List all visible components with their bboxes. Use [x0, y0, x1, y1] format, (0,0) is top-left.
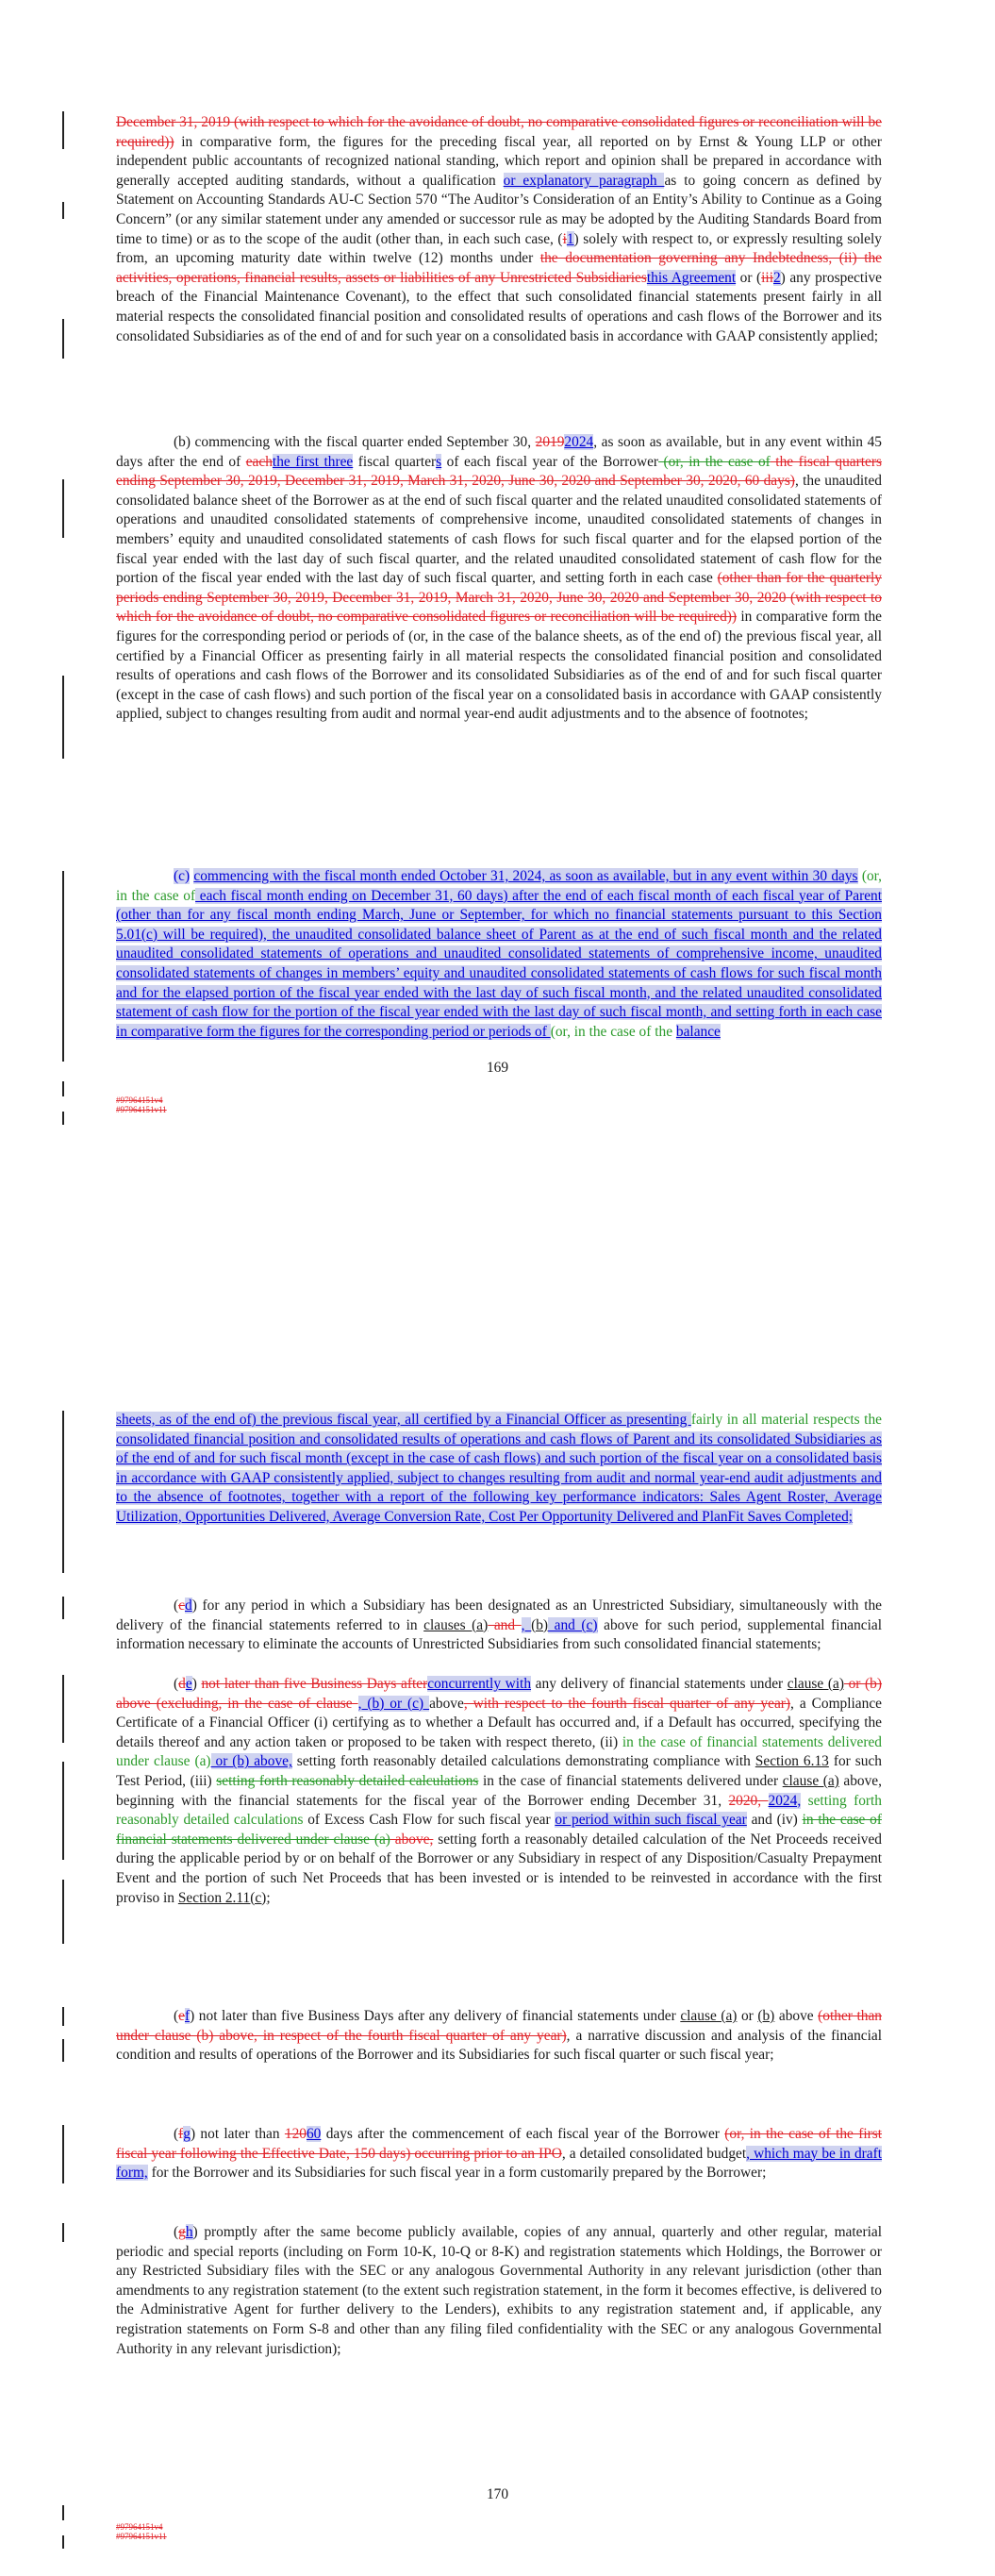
para-a-continuation — [116, 113, 882, 346]
inserted-text: 2024 — [564, 434, 594, 450]
body-text: ) for any period in which a Subsidiary has been designated as an Unrestricted Subsidiary, simultaneously with the delivery of the financial statements referred to in — [116, 1597, 882, 1633]
body-text: setting forth reasonably detailed calculations demonstrating compliance with — [291, 1753, 755, 1770]
doc-id-new: #97964151v11 — [116, 2532, 167, 2541]
page-number: 170 — [486, 2486, 509, 2502]
inserted-text: concurrently with — [427, 1676, 532, 1692]
change-bar — [62, 1880, 64, 1944]
inserted-text: commencing with the fiscal month ended October 31, 2024, as soon as available, but in any event within 30 days — [193, 868, 858, 884]
inserted-text: s — [436, 453, 442, 470]
moved-text: (or, in the case of — [116, 868, 882, 904]
body-text: for the Borrower and its Subsidiaries for such fiscal year in a form customarily prepared by the Borrower; — [147, 2165, 767, 2182]
change-bar — [62, 2535, 64, 2549]
inserted-text: g — [183, 2126, 191, 2142]
body-text: setting forth a reasonably detailed calculation of the Net Proceeds received during the applicable period by or on behalf of the Borrower or any Subsidiary in respect of any Disposition/Casualty Prepayment Event and the portion of such Net Proceeds that has been invested or is intended to be reinvested in accordance with the first proviso in — [116, 1831, 882, 1906]
change-bar — [62, 1675, 64, 1743]
change-bar — [62, 111, 64, 149]
deleted-text: and — [488, 1616, 522, 1633]
inserted-text: d — [184, 1597, 192, 1614]
body-text: or ( — [736, 269, 762, 286]
body-text: ( — [174, 1676, 179, 1692]
doc-id-old: #97964151v4 — [116, 2522, 163, 2532]
moved-text: setting forth reasonably detailed calculations — [116, 1792, 882, 1829]
change-bar — [62, 2125, 64, 2183]
deleted-text: each — [245, 453, 273, 470]
underlined-reference: Section 2.11(c) — [177, 1889, 267, 1906]
inserted-text: f — [184, 2008, 191, 2024]
deleted-text: or (b) above (excluding, in the case of clause — [116, 1676, 883, 1712]
body-text: (b) commencing with the fiscal quarter ended September 30, — [174, 434, 536, 450]
para-g — [116, 2125, 882, 2183]
moved-text: in the case of financial statements delivered under clause (a) — [116, 1733, 882, 1770]
doc-id-old: #97964151v4 — [116, 1096, 163, 1105]
deleted-text: the documentation governing any Indebtedness, (ii) the activities, operations, financial results, assets or liabilities of any Unrestricted Subsidiaries — [116, 250, 882, 286]
body-text: any delivery of financial statements under — [531, 1676, 788, 1692]
para-f — [116, 2007, 882, 2066]
body-text: , a narrative discussion and analysis of the financial condition and results of operations of the Borrower and its Subsidiaries for such fiscal quarter or such fiscal year; — [116, 2027, 882, 2064]
body-text: ; — [266, 1889, 271, 1906]
deleted-text: (other than for the quarterly periods ending September 30, 2019, December 31, 2019, March 31, 2020, June 30, 2020 and September 30, 2020 (with respect to which for the avoidance of doubt, no comparative consolidated figures or reconciliation will be required)) — [116, 570, 882, 626]
moved-text: fairly in all material respects the — [690, 1412, 882, 1428]
underlined-reference: (b) — [531, 1616, 549, 1633]
para-d — [116, 1597, 882, 1655]
deleted-text: 2019 — [535, 434, 565, 450]
deleted-text: d — [178, 1676, 186, 1692]
body-text: ) not later than — [190, 2126, 285, 2142]
underlined-reference: clause (a) — [680, 2008, 738, 2024]
inserted-text: or period within such fiscal year — [555, 1812, 747, 1829]
para-e — [116, 1675, 882, 1908]
body-text: of each fiscal year of the Borrower — [441, 453, 659, 470]
body-text: ) not later than five Business Days after any delivery of financial statements under — [190, 2008, 681, 2024]
deleted-text: c — [178, 1597, 185, 1614]
inserted-text: or (b) above, — [210, 1753, 292, 1770]
body-text: above, beginning with the financial statements for the fiscal year of the Borrower ending December 31, — [116, 1772, 882, 1809]
change-bar — [62, 319, 64, 359]
inserted-text: balance — [675, 1023, 721, 1040]
change-bar — [62, 1081, 64, 1096]
body-text: , a detailed consolidated budget — [561, 2145, 747, 2162]
change-bar — [62, 479, 64, 538]
inserted-text: and (c) — [548, 1616, 598, 1633]
change-bar — [62, 1411, 64, 1573]
change-bar — [62, 676, 64, 759]
body-text: in comparative form, the figures for the preceding fiscal year, all reported on by Ernst & Young LLP or other independent public accountants of recognized national standing, which report and opinion shall be prepared in accordance with generally accepted auditing standards, without a qualification — [116, 133, 882, 189]
inserted-text: e — [185, 1676, 192, 1692]
body-text: ) any prospective breach of the Financial Maintenance Covenant), to the effect that such consolidated financial statements present fairly in all material respects the consolidated financial position and consolidated results of operations and cash flows of the Borrower and its consolidated Subsidiaries as of the end of and for such year on a consolidated basis in accordance with GAAP consistently applied; — [116, 269, 883, 344]
deleted-text: f — [178, 2126, 184, 2142]
inserted-text: , which may be in draft form, — [116, 2145, 882, 2182]
deleted-text: above, — [390, 1831, 434, 1848]
inserted-text: or explanatory paragraph — [503, 172, 665, 189]
body-text: ( — [174, 2224, 179, 2240]
deleted-text: the fiscal quarters ending September 30, 2019, December 31, 2019, March 31, 2020, June 30, 2020 and September 30, 2020, 60 days) — [116, 453, 882, 490]
change-bar — [62, 1762, 64, 1860]
underlined-reference: (b) — [757, 2008, 775, 2024]
para-b — [116, 433, 882, 725]
body-text: , as soon as available, but in any event within 45 days after the end of — [116, 434, 882, 470]
body-text: ) promptly after the same become publicly available, copies of any annual, quarterly and other regular, material periodic and special reports (including on Form 10-K, 10-Q or 8-K) and registration statements which Holdings, the Borrower or any Restricted Subsidiary files with the SEC or any analogous Governmental Authority in any relevant jurisdiction (other than amendments to any registration statement (to the extent such registration statement, in the form it becomes effective, is delivered to the Administrative Agent for further delivery to the Lenders), exhibits to any registration statement and, if applicable, any registration statements on Form S-8 and other than any filing filed confidentiality with the SEC or any analogous Governmental Authority in any relevant jurisdiction); — [116, 2224, 882, 2357]
page-number: 169 — [486, 1060, 509, 1076]
deleted-text: (or, in the case of the first fiscal year following the Effective Date, 150 days) occurring prior to an IPO — [116, 2126, 883, 2162]
body-text: ( — [174, 2008, 179, 2024]
body-text: fiscal quarter — [353, 453, 437, 470]
inserted-text: consolidated financial position and consolidated results of operations and cash flows of Parent and its consolidated Subsidiaries as of the end of and for such fiscal month (except in the case of cash flows) and such portion of the fiscal year on a consolidated basis in accordance with GAAP consistently applied, subject to changes resulting from audit and normal year-end audit adjustments and to the absence of footnotes, together with a report of the following key performance indicators: Sales Agent Roster, Average Utilization, Opportunities Delivered, Average Conversion Rate, Cost Per Opportunity Delivered and PlanFit Saves Completed; — [116, 1430, 882, 1525]
doc-id-new: #97964151v11 — [116, 1105, 167, 1114]
change-bar — [62, 2505, 64, 2520]
deleted-text: iii — [761, 269, 773, 286]
body-text: , the unaudited consolidated balance sheet of the Borrower as at the end of such fiscal quarter and the related unaudited consolidated statements of operations and unaudited consolidated statements of comprehensive income, unaudited consolidated statements of changes in members’ equity and unaudited consolidated statements of cash flows for such fiscal quarter and for the elapsed portion of the fiscal year ended with the last day of such fiscal quarter, and the related unaudited consolidated statement of cash flow for the portion of the fiscal year ended with the last day of such fiscal quarter, and setting forth in each case — [116, 473, 882, 587]
body-text: ( — [174, 1597, 179, 1614]
deleted-text: not later than five Business Days after — [201, 1676, 428, 1692]
body-text: or — [737, 2008, 758, 2024]
inserted-text: 2 — [772, 269, 781, 286]
body-text: in comparative form the figures for the corresponding period or periods of (or, in the case of the balance sheets, as of the end of) the previous fiscal year, all certified by a Financial Officer as presenting fairly in all material respects the consolidated financial position and consolidated results of operations and cash flows of the Borrower and its consolidated Subsidiaries as of the end of and for such fiscal quarter (except in the case of cash flows) and such portion of the fiscal year on a consolidated basis in accordance with GAAP consistently applied, subject to changes resulting from audit and normal year-end audit adjustments and to the absence of footnotes; — [116, 609, 882, 723]
body-text: days after the commencement of each fiscal year of the Borrower — [321, 2126, 725, 2142]
underlined-reference: clauses (a) — [423, 1616, 489, 1633]
para-h — [116, 2223, 882, 2359]
highlighted-text: (c) — [174, 868, 191, 884]
body-text: for such Test Period, (iii) — [116, 1753, 882, 1789]
deleted-text: 2020, — [728, 1792, 769, 1809]
underlined-reference: clause (a) — [782, 1772, 839, 1789]
deleted-text: e — [178, 2008, 185, 2024]
body-text: as to going concern as defined by Statement on Accounting Standards AU-C Section 570 “The Auditor’s Consideration of an Entity’s Ability to Continue as a Going Concern” (or any similar statement under any amended or successor rule as may be adopted by the Auditing Standards Board from time to time) or as to the scope of the audit (other than, in each such case, ( — [116, 172, 882, 247]
body-text: and (iv) — [746, 1812, 803, 1829]
inserted-text: , (b) or (c) — [357, 1695, 430, 1712]
body-text: above — [429, 1695, 464, 1712]
deleted-text: g — [178, 2224, 186, 2240]
deleted-text: i — [562, 230, 567, 247]
body-text: of Excess Cash Flow for such fiscal year — [303, 1812, 556, 1829]
body-text: ( — [174, 2126, 179, 2142]
inserted-text: 2024, — [768, 1792, 802, 1809]
inserted-text: this Agreement — [646, 269, 737, 286]
underlined-reference: Section 6.13 — [755, 1753, 829, 1770]
deleted-text: 120 — [284, 2126, 307, 2142]
change-bar — [62, 1112, 64, 1125]
body-text: above — [774, 2008, 819, 2024]
change-bar — [62, 202, 64, 219]
para-c — [116, 867, 882, 1042]
inserted-text: 60 — [306, 2126, 322, 2142]
deleted-text: (other than under clause (b) above, in respect of the fourth fiscal quarter of any year) — [116, 2008, 882, 2044]
inserted-text: , — [521, 1616, 532, 1633]
inserted-text: each fiscal month ending on December 31, 60 days) after the end of each fiscal month of each fiscal year of Parent (other than for any fiscal month ending March, June or September, for which no financial statements pursuant to this Section 5.01(c) will be required), the unaudited consolidated balance sheet of Parent as at the end of such fiscal month and the related unaudited consolidated statements of operations and unaudited consolidated statements of comprehensive income, unaudited consolidated statements of changes in members’ equity and unaudited consolidated statements of cash flows for such fiscal month and for the elapsed portion of the fiscal year ended with the last day of such fiscal month, and the related unaudited consolidated statement of cash flow for the portion of the fiscal year ended with the last day of such fiscal month, and setting forth in each case in comparative form the figures for the corresponding period or periods of — [116, 887, 882, 1040]
body-text: above for such period, supplemental financial information necessary to eliminate the accounts of Unrestricted Subsidiaries from such consolidated financial statements; — [116, 1616, 883, 1653]
body-text: ) solely with respect to, or expressly resulting solely from, an upcoming maturity date within twelve (12) months under — [116, 230, 882, 267]
change-bar — [62, 1597, 64, 1619]
inserted-text: 1 — [566, 230, 574, 247]
deleted-text: , with respect to the fourth fiscal quarter of any year) — [463, 1695, 791, 1712]
body-text: in the case of financial statements delivered under — [478, 1772, 783, 1789]
deleted-text: December 31, 2019 (with respect to which for the avoidance of doubt, no comparative consolidated figures or reconciliation will be required)) — [116, 114, 882, 150]
body-text: , a Compliance Certificate of a Financial Officer (i) certifying as to whether a Default has occurred and, if a Default has occurred, specifying the details thereof and any action taken or proposed to be taken with respect thereto, (ii) — [116, 1695, 882, 1750]
body-text: ) — [191, 1676, 202, 1692]
moved-deleted-text: (or, in the case of — [658, 453, 771, 470]
inserted-text: the first three — [272, 453, 354, 470]
change-bar — [62, 2039, 64, 2062]
para-c-continuation — [116, 1411, 882, 1528]
inserted-text: h — [185, 2224, 193, 2240]
moved-deleted-text: setting forth reasonably detailed calculations — [216, 1772, 479, 1789]
change-bar — [62, 871, 64, 1062]
change-bar — [62, 2007, 64, 2026]
moved-text: (or, in the case of the — [550, 1023, 676, 1040]
change-bar — [62, 2223, 64, 2242]
inserted-text: sheets, as of the end of) the previous fiscal year, all certified by a Financial Officer as presenting — [116, 1412, 691, 1428]
underlined-reference: clause (a) — [787, 1676, 844, 1692]
moved-deleted-text: in the case of financial statements delivered under clause (a) — [116, 1812, 882, 1848]
